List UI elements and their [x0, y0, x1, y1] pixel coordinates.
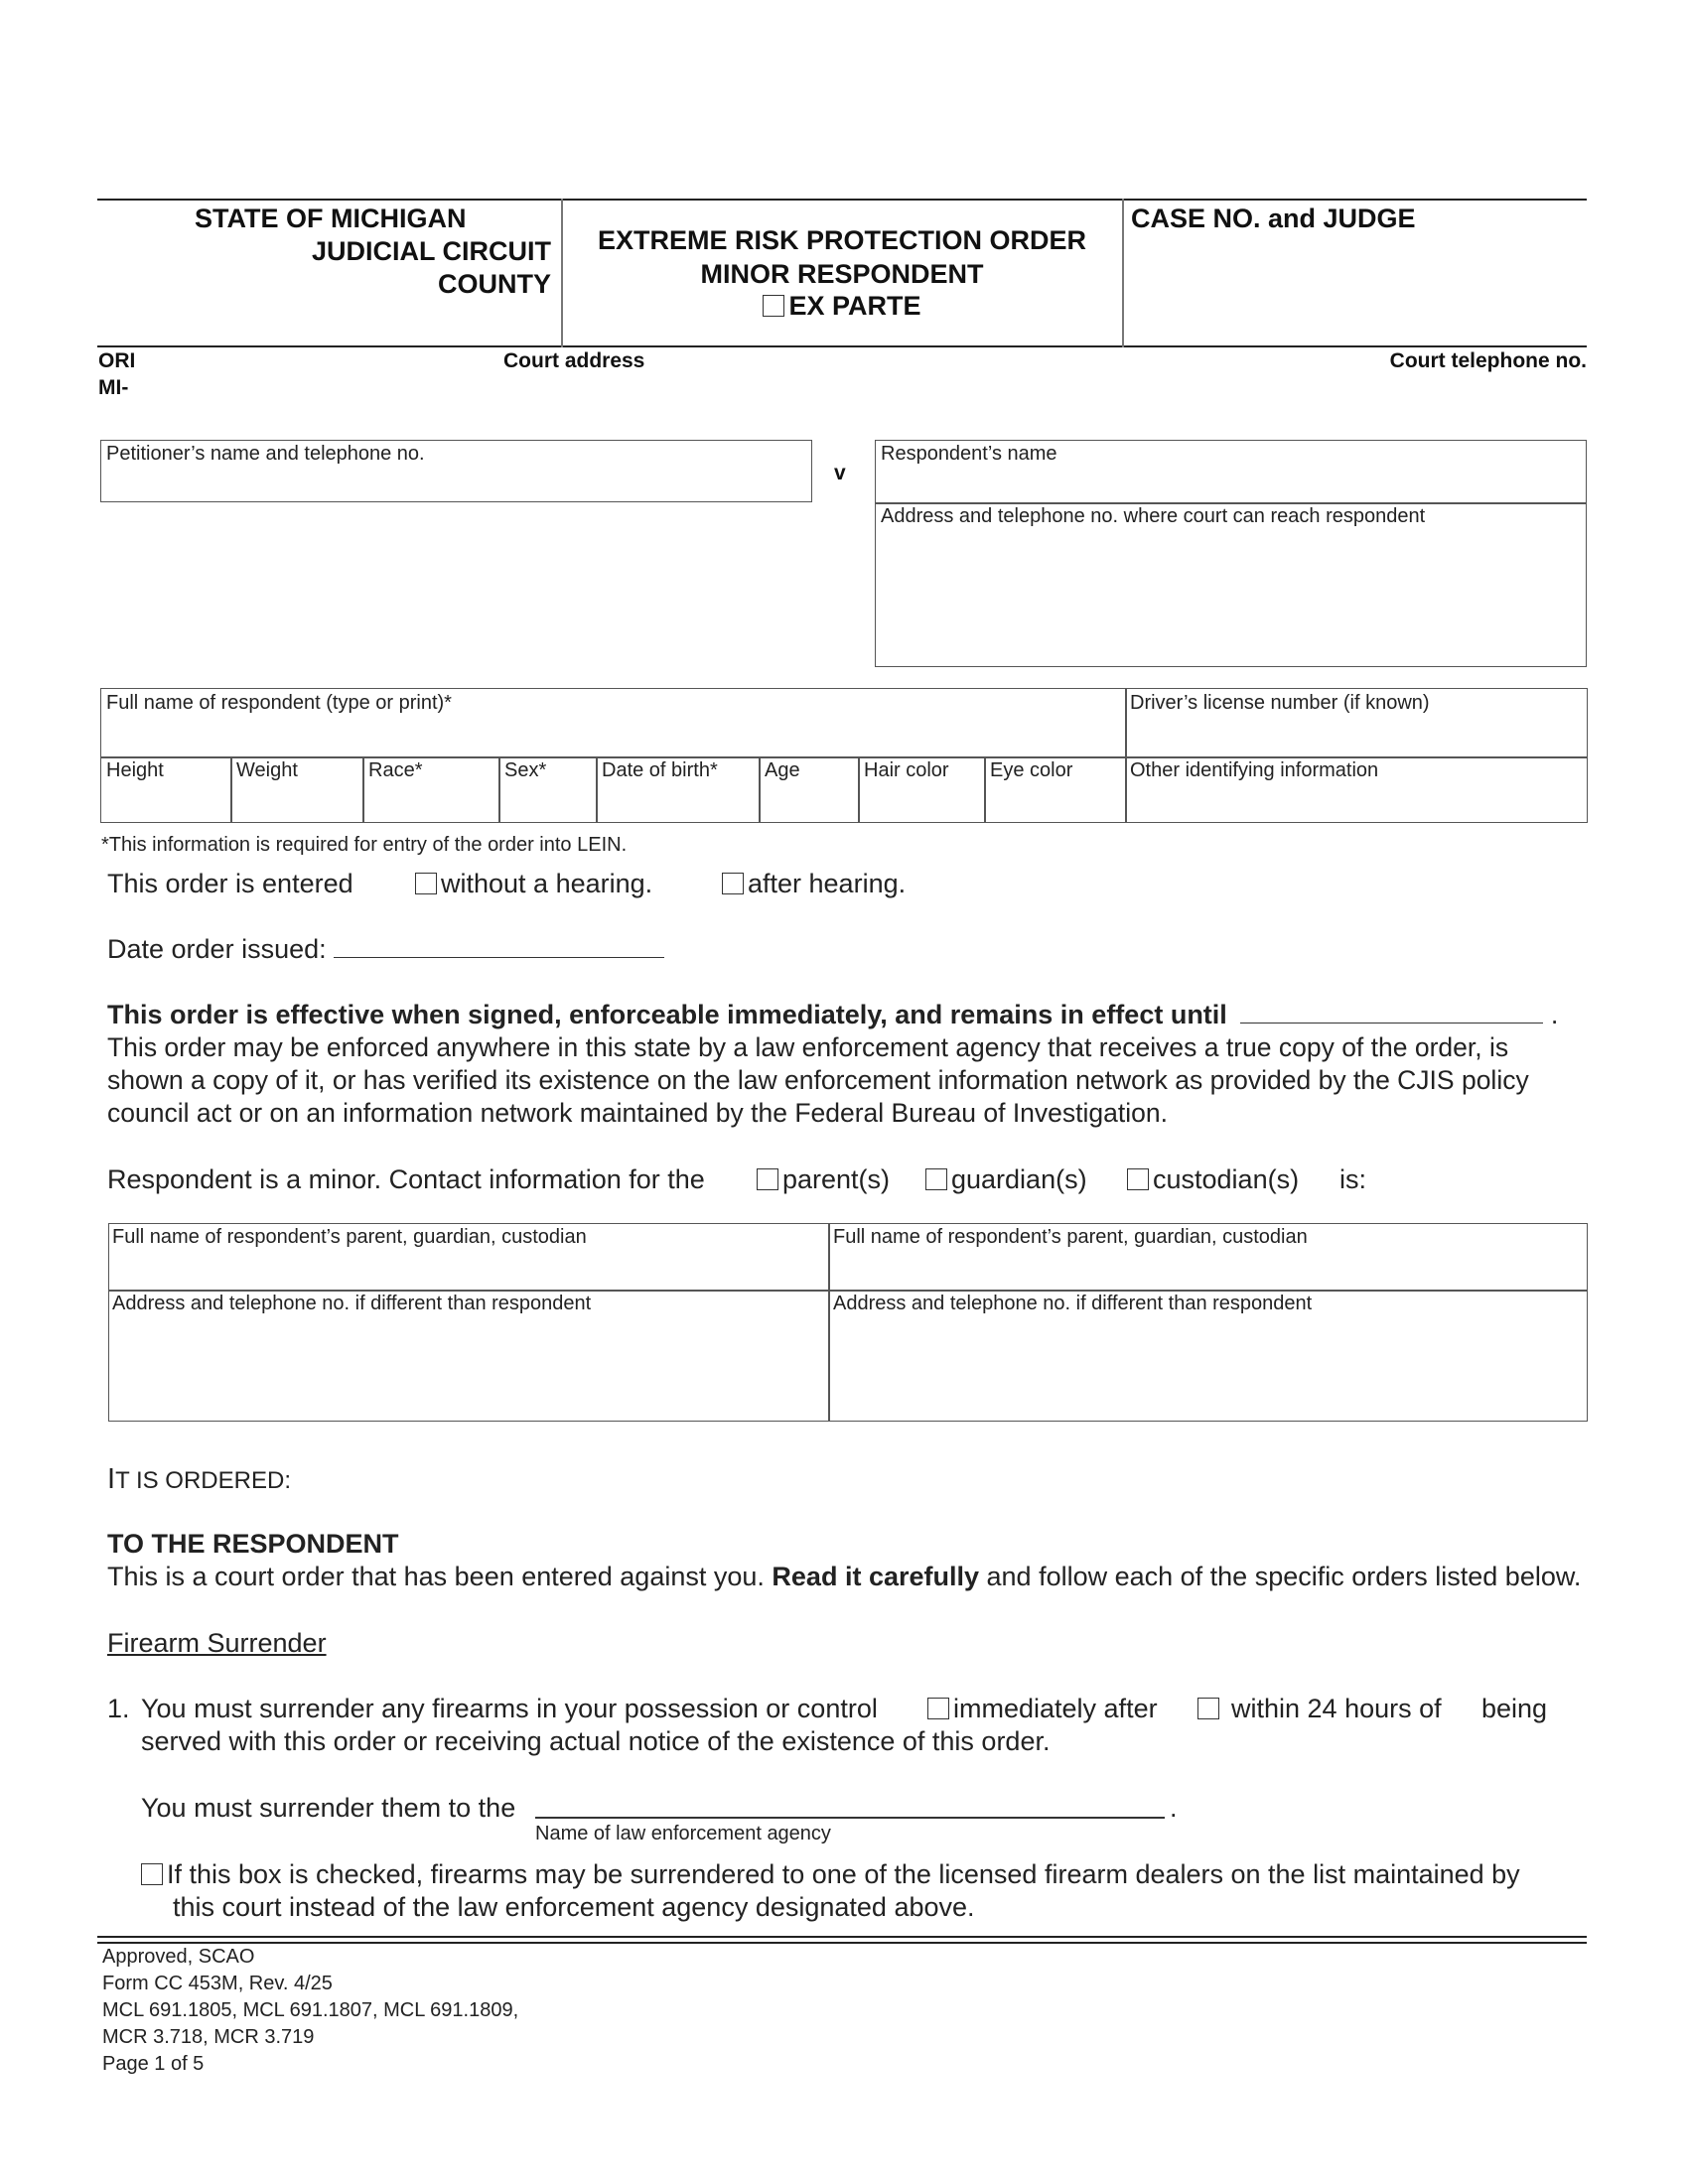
footer-rule-top — [97, 1936, 1587, 1938]
court-address-label: Court address — [503, 349, 645, 372]
case-no-label: CASE NO. and JUDGE — [1131, 204, 1416, 233]
read-carefully-text: Read it carefully — [772, 1562, 979, 1591]
item1-number: 1. — [107, 1694, 130, 1723]
footer-rule-bottom — [97, 1942, 1587, 1944]
being-label: being — [1481, 1694, 1548, 1723]
footer-mcl: MCL 691.1805, MCL 691.1807, MCL 691.1809, — [102, 1999, 519, 2021]
info-col-3 — [498, 756, 500, 823]
custodian-row — [1127, 1164, 1299, 1195]
enforce-line-1: This order may be enforced anywhere in this state by a law enforcement agency that receives a true copy of the order, is — [107, 1032, 1509, 1062]
info-col-6 — [858, 756, 860, 823]
info-col-1 — [230, 756, 232, 823]
enforce-line-2: shown a copy of it, or has verified its existence on the law enforcement information network as provided by the CJIS policy — [107, 1065, 1529, 1095]
date-issued-row — [107, 934, 664, 965]
it-is-ordered-rest: T IS ORDERED: — [115, 1467, 291, 1494]
court-order-line — [107, 1562, 1581, 1592]
info-col-dl — [1125, 688, 1127, 823]
guardian-checkbox[interactable] — [925, 1168, 947, 1190]
within-24-checkbox[interactable] — [1197, 1698, 1219, 1719]
footer-approved: Approved, SCAO — [102, 1946, 255, 1968]
parent-label: parent(s) — [782, 1164, 891, 1194]
parent-checkbox[interactable] — [757, 1168, 778, 1190]
parent-row — [757, 1164, 890, 1195]
guardian-row — [925, 1164, 1087, 1195]
after-hearing-row — [722, 869, 906, 899]
eye-label: Eye color — [990, 759, 1073, 781]
ex-parte-label: EX PARTE — [788, 291, 921, 321]
to-respondent-heading: TO THE RESPONDENT — [107, 1529, 399, 1559]
form-title-line2: MINOR RESPONDENT — [700, 259, 984, 289]
footer-page: Page 1 of 5 — [102, 2053, 205, 2075]
header-top-rule — [97, 199, 1587, 201]
respondent-address-label: Address and telephone no. where court can reach respondent — [881, 505, 1426, 527]
order-entered-label: This order is entered — [107, 869, 353, 898]
is-label: is: — [1339, 1164, 1366, 1194]
custodian-checkbox[interactable] — [1127, 1168, 1149, 1190]
state-label: STATE OF MICHIGAN — [195, 204, 467, 233]
mi-label: MI- — [98, 376, 129, 399]
court-telephone-label: Court telephone no. — [1389, 349, 1587, 372]
immediately-after-label: immediately after — [953, 1694, 1158, 1723]
immediately-after-checkbox[interactable] — [927, 1698, 949, 1719]
court-order-text-a: This is a court order that has been entered against you. — [107, 1562, 765, 1591]
drivers-license-label: Driver’s license number (if known) — [1130, 692, 1430, 714]
guardian-name-left-label: Full name of respondent’s parent, guardian, custodian — [112, 1226, 587, 1248]
versus-label: v — [834, 462, 846, 484]
header-divider-2 — [1122, 199, 1124, 347]
dob-label: Date of birth* — [602, 759, 718, 781]
guardian-addr-right-label: Address and telephone no. if different than respondent — [833, 1293, 1313, 1314]
without-hearing-checkbox[interactable] — [415, 873, 437, 894]
guardian-addr-left-label: Address and telephone no. if different than respondent — [112, 1293, 592, 1314]
agency-name-field[interactable] — [535, 1817, 1165, 1819]
header-bottom-rule — [97, 345, 1587, 347]
guardian-row-divider — [108, 1290, 1588, 1292]
after-hearing-checkbox[interactable] — [722, 873, 744, 894]
ex-parte-checkbox[interactable] — [763, 295, 784, 317]
date-issued-field[interactable] — [334, 937, 664, 958]
info-col-7 — [984, 756, 986, 823]
lein-footnote: *This information is required for entry of the order into LEIN. — [101, 834, 628, 856]
height-label: Height — [106, 759, 164, 781]
dealer-line-1: If this box is checked, firearms may be surrendered to one of the licensed firearm dealers on the list maintained by — [167, 1859, 1520, 1889]
minor-text: Respondent is a minor. Contact information for the — [107, 1164, 705, 1194]
race-label: Race* — [368, 759, 423, 781]
date-issued-label: Date order issued: — [107, 934, 327, 964]
age-label: Age — [765, 759, 800, 781]
hair-label: Hair color — [864, 759, 949, 781]
dealer-row — [141, 1859, 1520, 1890]
sex-label: Sex* — [504, 759, 547, 781]
effective-until-field[interactable] — [1240, 1003, 1543, 1024]
respondent-box-divider — [875, 502, 1587, 504]
ori-label: ORI — [98, 349, 136, 372]
respondent-box[interactable] — [875, 440, 1587, 667]
it-is-ordered-heading — [107, 1463, 291, 1496]
custodian-label: custodian(s) — [1153, 1164, 1300, 1194]
within-24-row — [1197, 1694, 1442, 1724]
info-row-divider — [100, 756, 1588, 758]
item1-text-a: You must surrender any firearms in your possession or control — [141, 1694, 878, 1723]
effective-label: This order is effective when signed, enforceable immediately, and remains in effect until — [107, 1000, 1227, 1029]
county-label: COUNTY — [438, 269, 551, 299]
within-24-label: within 24 hours of — [1231, 1694, 1442, 1723]
effective-row: This order is effective when signed, enforceable immediately, and remains in effect until . — [107, 1000, 1559, 1029]
info-col-2 — [362, 756, 364, 823]
immediately-after-row — [927, 1694, 1158, 1724]
it-is-ordered-initial: I — [107, 1463, 116, 1495]
footer-mcr: MCR 3.718, MCR 3.719 — [102, 2026, 315, 2048]
footer-form: Form CC 453M, Rev. 4/25 — [102, 1973, 333, 1994]
agency-name-label: Name of law enforcement agency — [535, 1823, 831, 1844]
full-name-label: Full name of respondent (type or print)* — [106, 692, 452, 714]
guardian-label: guardian(s) — [951, 1164, 1087, 1194]
info-col-4 — [596, 756, 598, 823]
info-col-5 — [759, 756, 761, 823]
surrender-to-label: You must surrender them to the — [141, 1793, 516, 1823]
without-hearing-label: without a hearing. — [441, 869, 653, 898]
guardian-name-right-label: Full name of respondent’s parent, guardian, custodian — [833, 1226, 1308, 1248]
court-order-text-b: and follow each of the specific orders listed below. — [986, 1562, 1582, 1591]
firearm-surrender-heading: Firearm Surrender — [107, 1628, 327, 1658]
enforce-line-3: council act or on an information network maintained by the Federal Bureau of Investigation. — [107, 1098, 1168, 1128]
item1-text-b: served with this order or receiving actual notice of the existence of this order. — [141, 1726, 1051, 1756]
guardian-col-divider — [828, 1223, 830, 1422]
ex-parte-row — [562, 291, 1122, 322]
weight-label: Weight — [236, 759, 298, 781]
other-info-label: Other identifying information — [1130, 759, 1379, 781]
dealer-checkbox[interactable] — [141, 1863, 163, 1885]
form-title-line1: EXTREME RISK PROTECTION ORDER — [597, 225, 1087, 255]
without-hearing-row — [415, 869, 652, 899]
circuit-label: JUDICIAL CIRCUIT — [311, 236, 551, 266]
after-hearing-label: after hearing. — [748, 869, 907, 898]
guardian-table — [108, 1223, 1588, 1422]
respondent-name-label: Respondent’s name — [881, 443, 1057, 465]
dealer-line-2: this court instead of the law enforcement agency designated above. — [173, 1892, 975, 1922]
petitioner-label: Petitioner’s name and telephone no. — [106, 443, 425, 465]
